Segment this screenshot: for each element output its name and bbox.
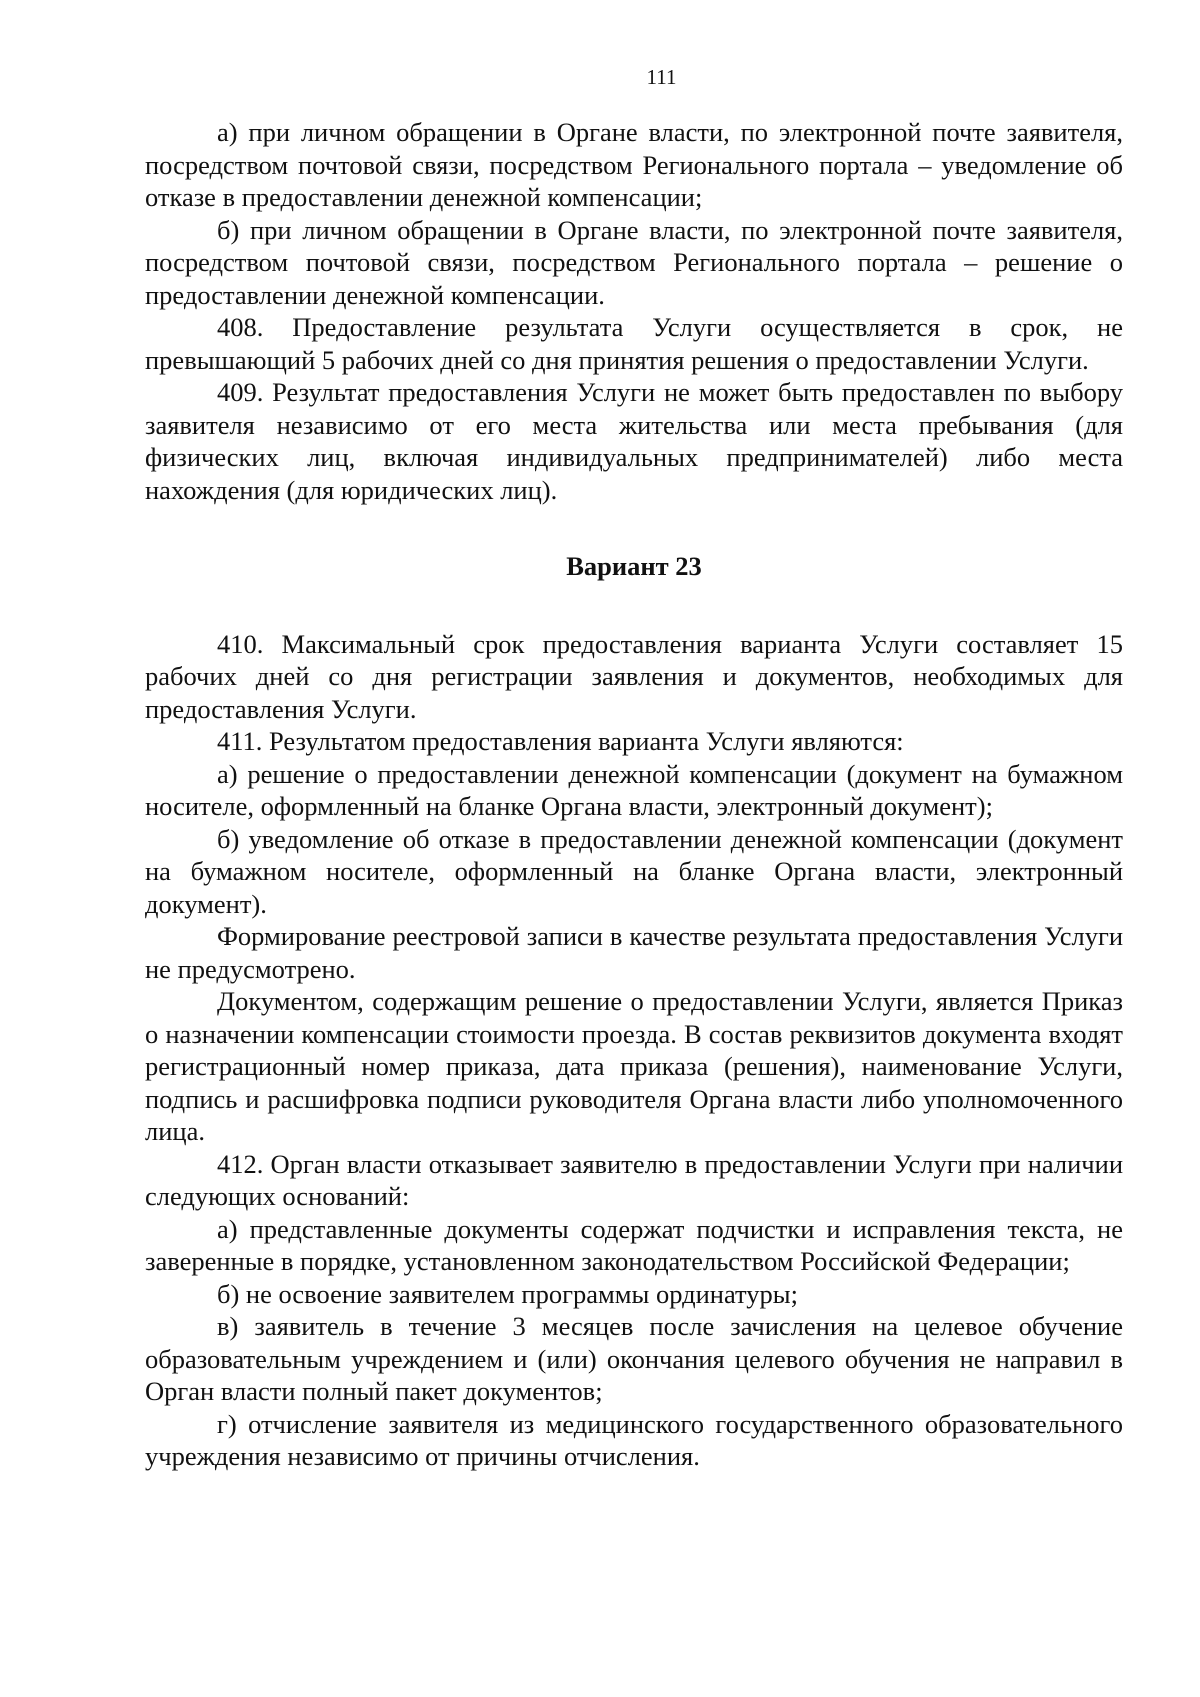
- paragraph-409: 409. Результат предоставления Услуги не может быть предоставлен по выбору заявителя независимо от его места жительства или места пребывания (для физических лиц, включая индивидуальных предпринимателей) либо места нахождения (для юридических лиц).: [145, 377, 1123, 505]
- document-page: [145, 62, 1123, 1473]
- page-number: 111: [646, 65, 677, 89]
- paragraph-b-decision-delivery: б) при личном обращении в Органе власти, по электронной почте заявителя, посредством почтовой связи, посредством Регионального портала – решение о предоставлении денежной компенсации.: [145, 214, 1123, 310]
- paragraph-412-a: а) представленные документы содержат подчистки и исправления текста, не заверенные в порядке, установленном законодательством Российской Федерации;: [145, 1213, 1123, 1276]
- paragraph-412-b: б) не освоение заявителем программы ординатуры;: [217, 1278, 798, 1309]
- section-heading: Вариант 23: [566, 551, 702, 581]
- paragraph-412-v: в) заявитель в течение 3 месяцев после зачисления на целевое обучение образовательным учреждением и (или) окончания целевого обучения не направил в Орган власти полный пакет документов;: [145, 1311, 1123, 1406]
- paragraph-412-g: г) отчисление заявителя из медицинского государственного образовательного учреждения независимо от причины отчисления.: [145, 1408, 1123, 1471]
- paragraph-411-b: б) уведомление об отказе в предоставлении денежной компенсации (документ на бумажном носителе, оформленный на бланке Органа власти, электронный документ).: [145, 823, 1123, 919]
- paragraph-411: 411. Результатом предоставления варианта Услуги являются:: [217, 726, 904, 756]
- paragraphs-after: [145, 628, 1123, 1473]
- paragraph-a-refusal-delivery: а) при личном обращении в Органе власти, по электронной почте заявителя, посредством почтовой связи, посредством Регионального портала – уведомление об отказе в предоставлении денежной компенсации;: [145, 117, 1123, 212]
- paragraph-408: 408. Предоставление результата Услуги осуществляется в срок, не превышающий 5 рабочих дней со дня принятия решения о предоставлении Услуги.: [145, 312, 1123, 375]
- paragraph-registry-record: Формирование реестровой записи в качестве результата предоставления Услуги не предусмотрено.: [145, 921, 1123, 984]
- paragraphs-before: [145, 116, 1123, 506]
- paragraph-412: 412. Орган власти отказывает заявителю в предоставлении Услуги при наличии следующих оснований:: [145, 1148, 1123, 1211]
- paragraph-411-a: а) решение о предоставлении денежной компенсации (документ на бумажном носителе, оформленный на бланке Органа власти, электронный документ);: [145, 758, 1123, 821]
- paragraph-410: 410. Максимальный срок предоставления варианта Услуги составляет 15 рабочих дней со дня регистрации заявления и документов, необходимых для предоставления Услуги.: [145, 628, 1123, 724]
- paragraph-decision-document: Документом, содержащим решение о предоставлении Услуги, является Приказ о назначении компенсации стоимости проезда. В состав реквизитов документа входят регистрационный номер приказа, дата приказа (решения), наименование Услуги, подпись и расшифровка подписи руководителя Органа власти либо уполномоченного лица.: [145, 986, 1123, 1146]
